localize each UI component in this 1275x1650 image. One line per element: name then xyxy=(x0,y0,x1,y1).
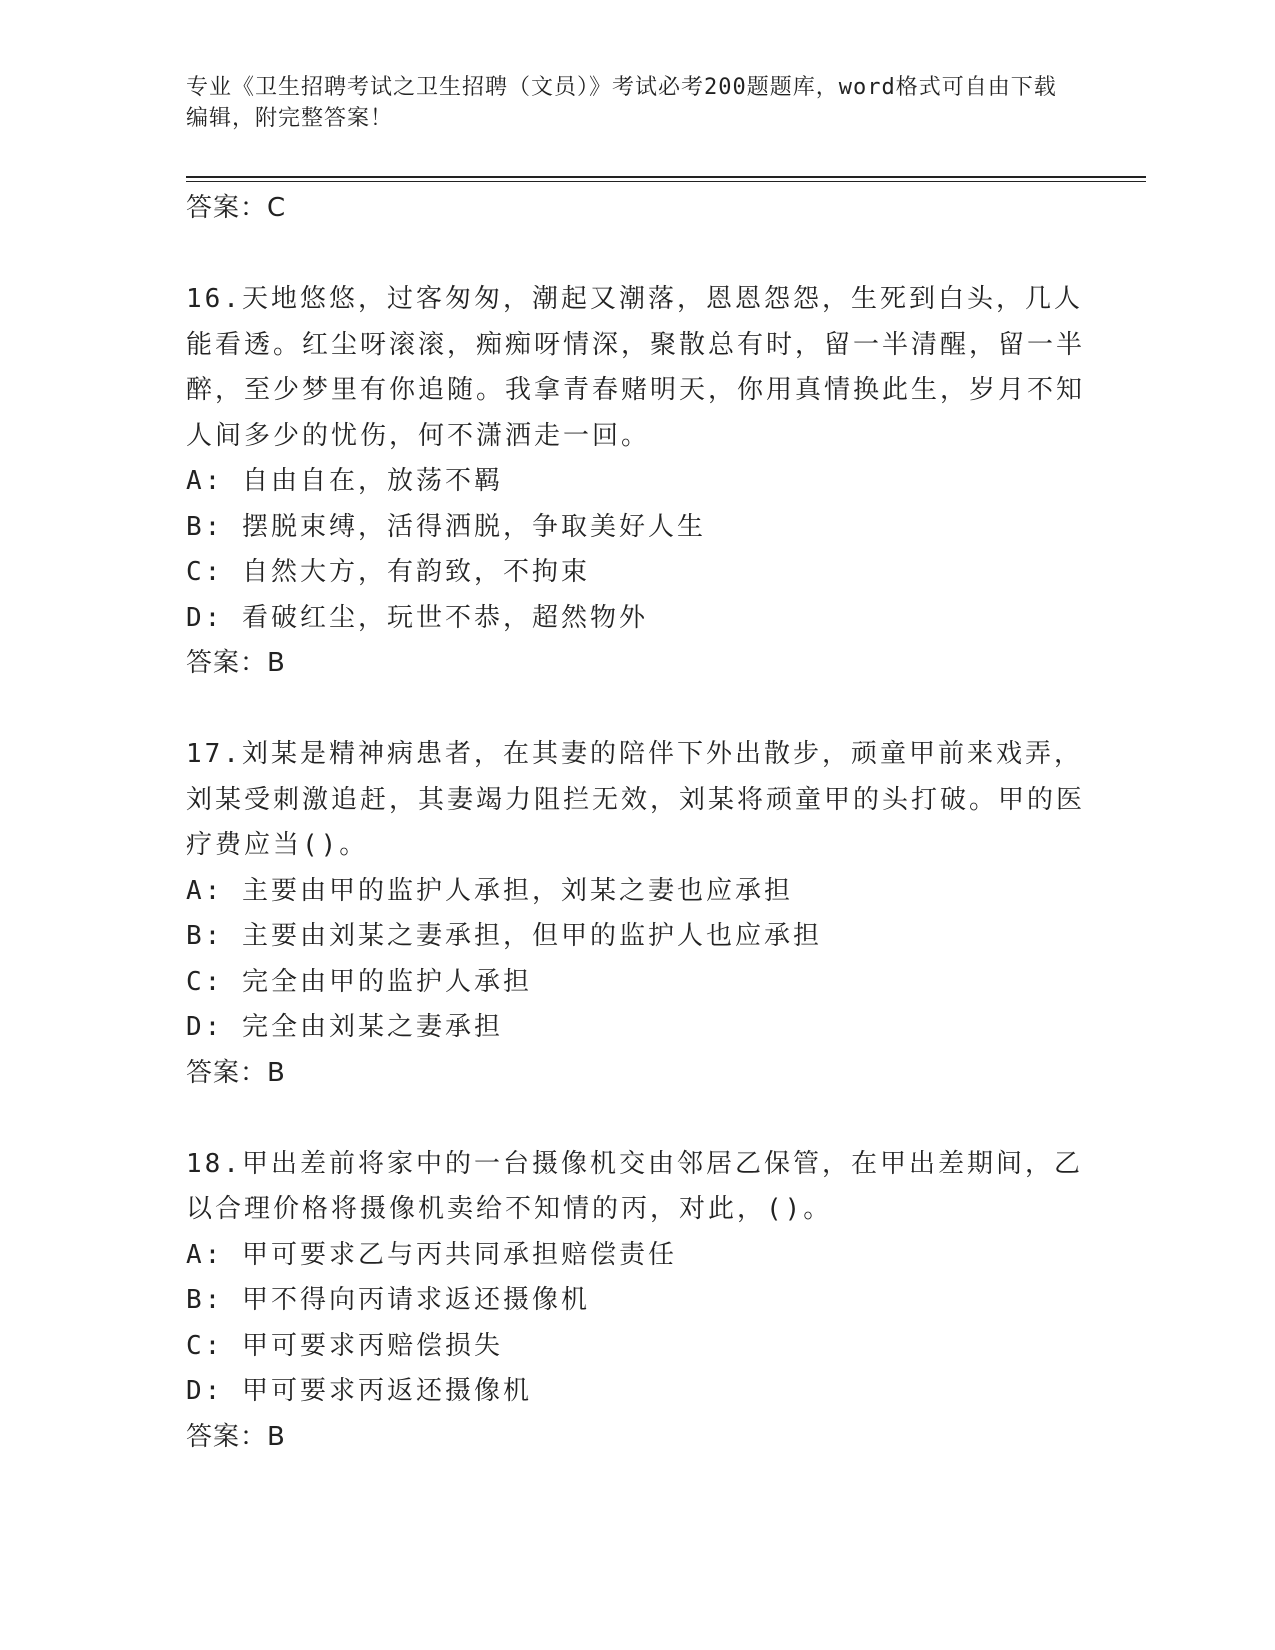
option-text: 甲可要求丙返还摄像机 xyxy=(241,1376,532,1406)
question-list xyxy=(186,186,1086,1460)
option-b xyxy=(186,505,1086,551)
option-d xyxy=(186,596,1086,642)
question-18 xyxy=(186,1142,1086,1460)
option-key: B: xyxy=(186,1285,224,1315)
option-key: B: xyxy=(186,511,224,542)
option-key: A: xyxy=(186,466,224,496)
answer-line: 答案：B xyxy=(186,1057,286,1088)
option-a xyxy=(186,1233,1086,1279)
option-key: D: xyxy=(186,1376,224,1406)
option-key: C: xyxy=(186,1330,224,1361)
option-key: C: xyxy=(186,557,224,587)
option-a xyxy=(186,459,1086,505)
option-text: 主要由刘某之妻承担，但甲的监护人也应承担 xyxy=(241,921,822,951)
question-stem: 18.甲出差前将家中的一台摄像机交由邻居乙保管，在甲出差期间，乙以合理价格将摄像机卖给不知情的丙，对此，()。 xyxy=(186,1148,1083,1224)
option-c xyxy=(186,550,1086,596)
option-text: 甲可要求乙与丙共同承担赔偿责任 xyxy=(241,1239,677,1270)
option-key: B: xyxy=(186,921,224,951)
option-d xyxy=(186,1005,1086,1051)
option-text: 完全由甲的监护人承担 xyxy=(241,966,532,997)
option-text: 自然大方，有韵致，不拘束 xyxy=(241,557,590,587)
question-17 xyxy=(186,732,1086,1096)
option-text: 自由自在，放荡不羁 xyxy=(241,466,503,496)
option-key: D: xyxy=(186,1012,224,1042)
option-b xyxy=(186,1278,1086,1324)
option-key: C: xyxy=(186,966,224,997)
option-text: 甲可要求丙赔偿损失 xyxy=(241,1330,503,1361)
option-text: 甲不得向丙请求返还摄像机 xyxy=(241,1285,590,1315)
option-a xyxy=(186,869,1086,915)
answer-line: 答案：B xyxy=(186,1421,286,1452)
option-c xyxy=(186,960,1086,1006)
header-divider-thin xyxy=(186,181,1146,182)
option-text: 主要由甲的监护人承担，刘某之妻也应承担 xyxy=(241,875,793,906)
option-text: 完全由刘某之妻承担 xyxy=(241,1012,503,1042)
document-header: 专业《卫生招聘考试之卫生招聘（文员）》考试必考200题题库，word格式可自由下载编辑，附完整答案！ xyxy=(186,75,1057,131)
question-stem: 16.天地悠悠，过客匆匆，潮起又潮落，恩恩怨怨，生死到白头，几人能看透。红尘呀滚滚，痴痴呀情深，聚散总有时，留一半清醒，留一半醉，至少梦里有你追随。我拿青春赌明天，你用真情换此生，岁月不知人间多少的忧伤，何不潇洒走一回。 xyxy=(186,284,1086,451)
question-16 xyxy=(186,277,1086,686)
option-d xyxy=(186,1369,1086,1415)
option-text: 摆脱束缚，活得洒脱，争取美好人生 xyxy=(241,511,706,542)
question-stem: 17.刘某是精神病患者，在其妻的陪伴下外出散步，顽童甲前来戏弄，刘某受刺激追赶，其妻竭力阻拦无效，刘某将顽童甲的头打破。甲的医疗费应当()。 xyxy=(186,739,1086,860)
option-c xyxy=(186,1324,1086,1370)
answer-line: 答案：B xyxy=(186,648,286,678)
option-key: A: xyxy=(186,875,224,906)
option-key: D: xyxy=(186,602,224,633)
header-divider-thick xyxy=(186,176,1146,178)
option-b xyxy=(186,914,1086,960)
answer-line: 答案：C xyxy=(186,193,287,223)
option-text: 看破红尘，玩世不恭，超然物外 xyxy=(241,602,648,633)
option-key: A: xyxy=(186,1239,224,1270)
